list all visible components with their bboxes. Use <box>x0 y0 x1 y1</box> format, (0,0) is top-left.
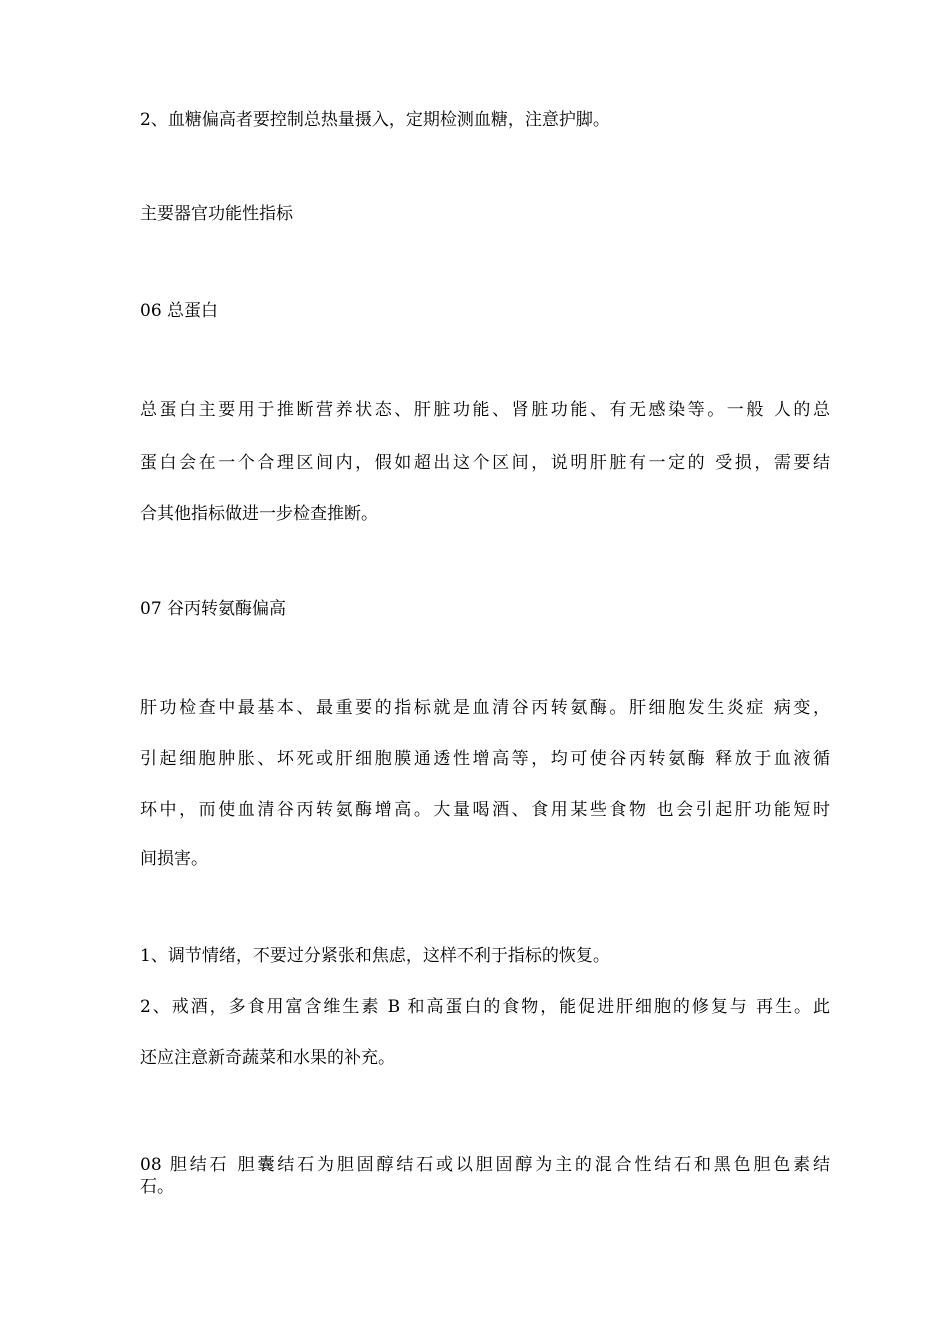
item-heading-08-gallstones-line-1: 08 胆结石 胆囊结石为胆固醇结石或以胆固醇为主的混合性结石和黑色胆色素结 <box>140 1155 830 1175</box>
blood-sugar-advice-2: 2、血糖偏高者要控制总热量摄入，定期检测血糖，注意护脚。 <box>140 110 610 130</box>
total-protein-paragraph-line-3: 合其他指标做进一步检查推断。 <box>140 504 378 524</box>
alt-advice-1: 1、调节情绪，不要过分紧张和焦虑，这样不利于指标的恢复。 <box>140 946 610 966</box>
alt-paragraph-line-1: 肝功检查中最基本、最重要的指标就是血清谷丙转氨酶。肝细胞发生炎症 病变， <box>140 698 830 718</box>
alt-paragraph-line-2: 引起细胞肿胀、坏死或肝细胞膜通透性增高等，均可使谷丙转氨酶 释放于血液循 <box>140 749 830 769</box>
item-heading-08-gallstones-line-2: 石。 <box>140 1177 174 1197</box>
section-heading-organ-function: 主要器官功能性指标 <box>140 204 293 224</box>
alt-paragraph-line-3: 环中，而使血清谷丙转氨酶增高。大量喝酒、食用某些食物 也会引起肝功能短时 <box>140 800 830 820</box>
item-heading-07-alt-elevated: 07 谷丙转氨酶偏高 <box>140 599 287 619</box>
item-heading-06-total-protein: 06 总蛋白 <box>140 301 219 321</box>
alt-paragraph-line-4: 间损害。 <box>140 849 208 869</box>
alt-advice-2-line-1: 2、戒酒，多食用富含维生素 B 和高蛋白的食物，能促进肝细胞的修复与 再生。此 <box>140 997 830 1017</box>
alt-advice-2-line-2: 还应注意新奇蔬菜和水果的补充。 <box>140 1048 395 1068</box>
total-protein-paragraph-line-1: 总蛋白主要用于推断营养状态、肝脏功能、肾脏功能、有无感染等。一般 人的总 <box>140 400 830 420</box>
total-protein-paragraph-line-2: 蛋白会在一个合理区间内，假如超出这个区间，说明肝脏有一定的 受损，需要结 <box>140 453 830 473</box>
